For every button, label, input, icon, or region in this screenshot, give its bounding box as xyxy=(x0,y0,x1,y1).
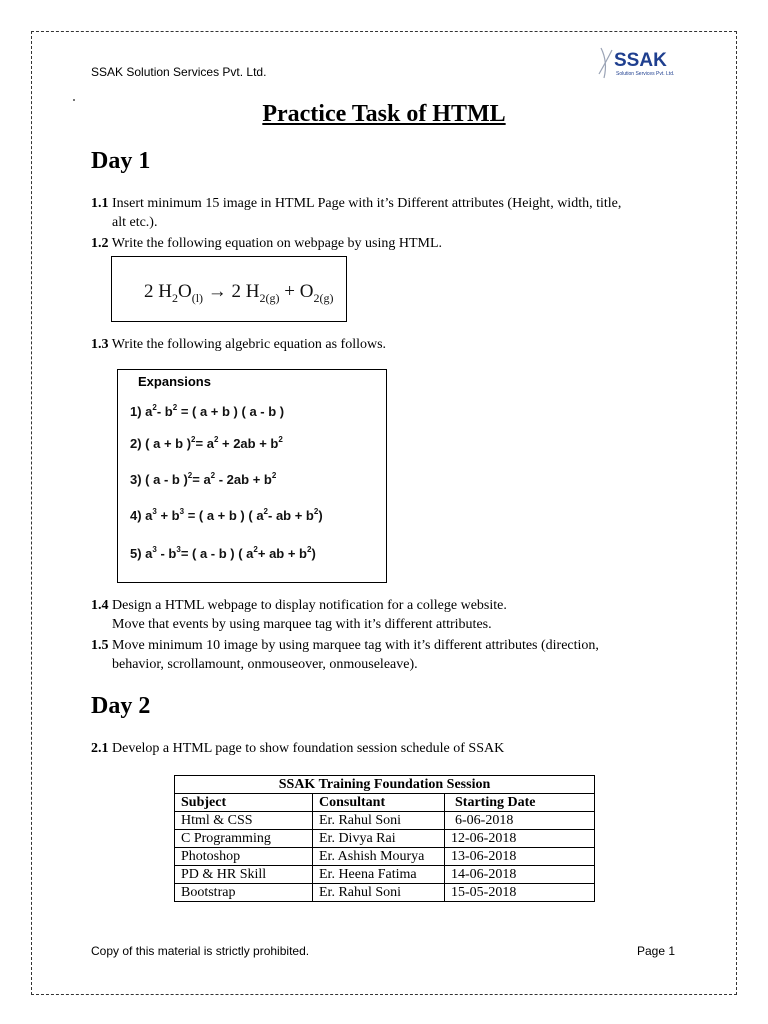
cell-starting-date: 15-05-2018 xyxy=(445,884,595,902)
table-row xyxy=(175,848,595,866)
table-row xyxy=(175,866,595,884)
expansions-heading: Expansions xyxy=(138,374,211,389)
task-2-1 xyxy=(91,739,681,758)
table-header-row xyxy=(175,794,595,812)
cell-subject: Html & CSS xyxy=(175,812,313,830)
day-1-heading: Day 1 xyxy=(91,148,151,174)
cell-starting-date: 6-06-2018 xyxy=(445,812,595,830)
table-row xyxy=(175,884,595,902)
expansion-text: 2) ( a + b )² = a² + 2ab + b² xyxy=(130,432,141,433)
expansion-row xyxy=(130,468,386,492)
svg-text:4) a3 + b3 = ( a + b ) ( a2-: 4) $a^3 + b^3$ = ( a + b ) ( $a^2-$ ab + $b^2$) xyxy=(130,507,323,523)
task-text: Move minimum 10 image by using marquee tag with it’s different attributes (direction, xyxy=(112,638,599,653)
chemical-equation-text: 2 H₂O(l) → 2 H₂(g) + O₂(g) xyxy=(112,257,124,258)
cell-starting-date: 13-06-2018 xyxy=(445,848,595,866)
column-header-subject: Subject xyxy=(175,794,313,812)
copyright-notice: Copy of this material is strictly prohibited. xyxy=(91,944,310,958)
task-number: 1.4 xyxy=(91,598,109,613)
chemical-equation xyxy=(112,257,348,323)
cell-consultant: Er. Rahul Soni xyxy=(313,884,445,902)
table-caption: SSAK Training Foundation Session xyxy=(175,776,595,794)
task-text-continued: Move that events by using marquee tag with it’s different attributes. xyxy=(112,617,492,632)
task-text-continued: behavior, scrollamount, onmouseover, onmouseleave). xyxy=(112,657,418,672)
cell-consultant: Er. Ashish Mourya xyxy=(313,848,445,866)
day-2-heading: Day 2 xyxy=(91,693,151,719)
expansion-row xyxy=(130,400,386,424)
svg-text:5) a3 - b3= ( a - b ) ( a2+ a: 5) $a^3 - b^3=$ ( a - b ) ( $a^2+$ ab + $b^2$) xyxy=(130,545,316,561)
session-schedule-table xyxy=(174,775,595,902)
table-row xyxy=(175,812,595,830)
svg-text:1) a2- b2 = ( a + b ) ( a - b: 1) $a^2-$ $b^2$ = ( a + b ) ( a - b ) xyxy=(130,403,285,419)
task-number: 1.1 xyxy=(91,196,109,211)
svg-text:3) ( a - b )2= a2 - 2ab + b2: 3) ( a - b )$^2= a^2 - 2ab + b^2$ xyxy=(130,471,277,487)
task-number: 1.5 xyxy=(91,638,109,653)
cell-subject: Photoshop xyxy=(175,848,313,866)
svg-text:2) ( a + b )2= a2 + 2ab + b2: 2) ( a + b )$^2= a^2 + 2ab + b^2$ xyxy=(130,435,283,451)
cell-subject: Bootstrap xyxy=(175,884,313,902)
table-row xyxy=(175,830,595,848)
task-1-1 xyxy=(91,194,681,232)
expansion-text: 5) a³ - b³ = ( a - b ) ( a² + ab + b² ) xyxy=(130,542,144,543)
task-text: Write the following equation on webpage by using HTML. xyxy=(108,236,443,251)
expansion-row xyxy=(130,504,386,528)
expansion-text: 1) a² - b² = ( a + b ) ( a - b ) xyxy=(130,400,141,401)
logo-subtext: Solution Services Pvt. Ltd. xyxy=(616,71,675,77)
cell-consultant: Er. Heena Fatima xyxy=(313,866,445,884)
cell-subject: PD & HR Skill xyxy=(175,866,313,884)
cell-consultant: Er. Divya Rai xyxy=(313,830,445,848)
cell-starting-date: 12-06-2018 xyxy=(445,830,595,848)
task-1-4 xyxy=(91,596,681,634)
logo-text: SSAK xyxy=(614,50,667,71)
expansion-text: 3) ( a - b )² = a² - 2ab + b² xyxy=(130,468,141,469)
ssak-logo xyxy=(598,44,684,84)
table-caption-row xyxy=(175,776,595,794)
column-header-consultant: Consultant xyxy=(313,794,445,812)
task-text-continued: alt etc.). xyxy=(112,215,158,230)
task-text: Develop a HTML page to show foundation session schedule of SSAK xyxy=(112,741,505,756)
company-name: SSAK Solution Services Pvt. Ltd. xyxy=(91,65,267,79)
task-1-3 xyxy=(91,335,681,354)
page-number: Page 1 xyxy=(637,944,676,958)
task-1-5 xyxy=(91,636,681,674)
task-1-2 xyxy=(91,234,681,253)
task-number: 1.2 xyxy=(91,236,109,251)
task-text: Design a HTML webpage to display notification for a college website. xyxy=(112,598,507,613)
task-number: 2.1 xyxy=(91,741,109,756)
column-header-starting-date: Starting Date xyxy=(445,794,595,812)
cell-starting-date: 14-06-2018 xyxy=(445,866,595,884)
document-title: Practice Task of HTML xyxy=(262,101,506,127)
expansion-text: 4) a³ + b³ = ( a + b ) ( a² - ab + b² ) xyxy=(130,504,144,505)
task-text: Insert minimum 15 image in HTML Page with it’s Different attributes (Height, width, title, xyxy=(112,196,622,211)
cell-consultant: Er. Rahul Soni xyxy=(313,812,445,830)
expansions-image xyxy=(117,369,387,583)
task-text: Write the following algebric equation as follows. xyxy=(111,337,387,352)
task-number: 1.3 xyxy=(91,337,109,352)
svg-text:2 H2O(l) → 2 H2(g) + O2(g): 2 $H_2O_{(l)} \to 2$ $H_{2(g)} + O_{2(g)}$ xyxy=(144,281,334,305)
chemical-equation-image xyxy=(111,256,347,322)
expansion-row xyxy=(130,432,386,456)
cell-subject: C Programming xyxy=(175,830,313,848)
expansion-row xyxy=(130,542,386,566)
